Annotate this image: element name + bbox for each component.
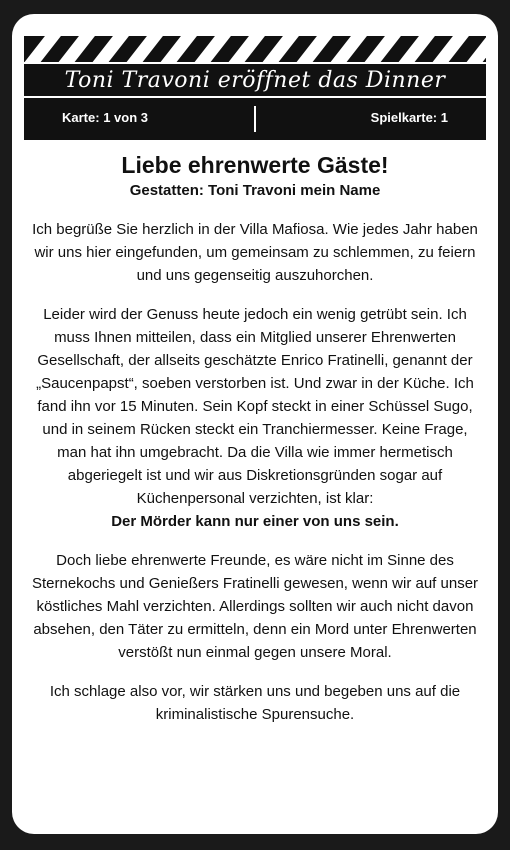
clapper-stripes [24,36,486,62]
info-divider [254,106,256,132]
game-card-label: Spielkarte: [370,110,438,125]
card-content [30,150,480,742]
clapperboard-header [24,36,486,140]
game-card-value: 1 [440,110,448,125]
game-card [12,14,498,834]
card-info-row [24,98,486,140]
game-card-number [371,110,448,125]
title-band [24,62,486,98]
introduction-subheading: Gestatten: Toni Travoni mein Name [129,182,381,199]
paragraph-investigation: Doch liebe ehrenwerte Freunde, es wäre nicht im Sinne des Sternekochs und Genießers Fratinelli gewesen, wenn wir auf unser köstliches Mahl verzichten. Allerdings sollten wir auch nicht davon absehen, den Täter zu ermitteln, denn ein Mord unter Ehrenwerten verstößt nun einmal gegen unsere Moral. [31,552,479,661]
card-number-value: 1 von 3 [103,110,148,125]
paragraph-murder [30,303,480,533]
paragraph-murder-emphasis: Der Mörder kann nur einer von uns sein. [111,513,399,530]
greeting-heading: Liebe ehrenwerte Gäste! [121,152,389,178]
card-number [62,110,148,125]
card-title: Toni Travoni eröffnet das Dinner [64,68,446,93]
paragraph-murder-text: Leider wird der Genuss heute jedoch ein wenig getrübt sein. Ich muss Ihnen mitteilen, dass ein Mitglied unserer Ehrenwerten Gesellschaft, der allseits geschätzte Enrico Fratinelli, genannt der „Saucenpapst“, soeben verstorben ist. Und zwar in der Küche. Ich fand ihn vor 15 Minuten. Sein Kopf steckt in einer Schüssel Sugo, und in seinem Rücken steckt ein Tranchiermesser. Keine Frage, man hat ihn umgebracht. Da die Villa wie immer hermetisch abgeriegelt ist und wir aus Diskretionsgründen sogar auf Küchenpersonal verzichten, ist klar: [36,306,474,507]
paragraph-welcome: Ich begrüße Sie herzlich in der Villa Mafiosa. Wie jedes Jahr haben wir uns hier eingefunden, um gemeinsam zu schlemmen, zu feiern und uns gegenseitig auszuhorchen. [32,221,478,284]
paragraph-closing: Ich schlage also vor, wir stärken uns und begeben uns auf die kriminalistische Spurensuche. [49,683,461,723]
card-number-label: Karte: [62,110,100,125]
